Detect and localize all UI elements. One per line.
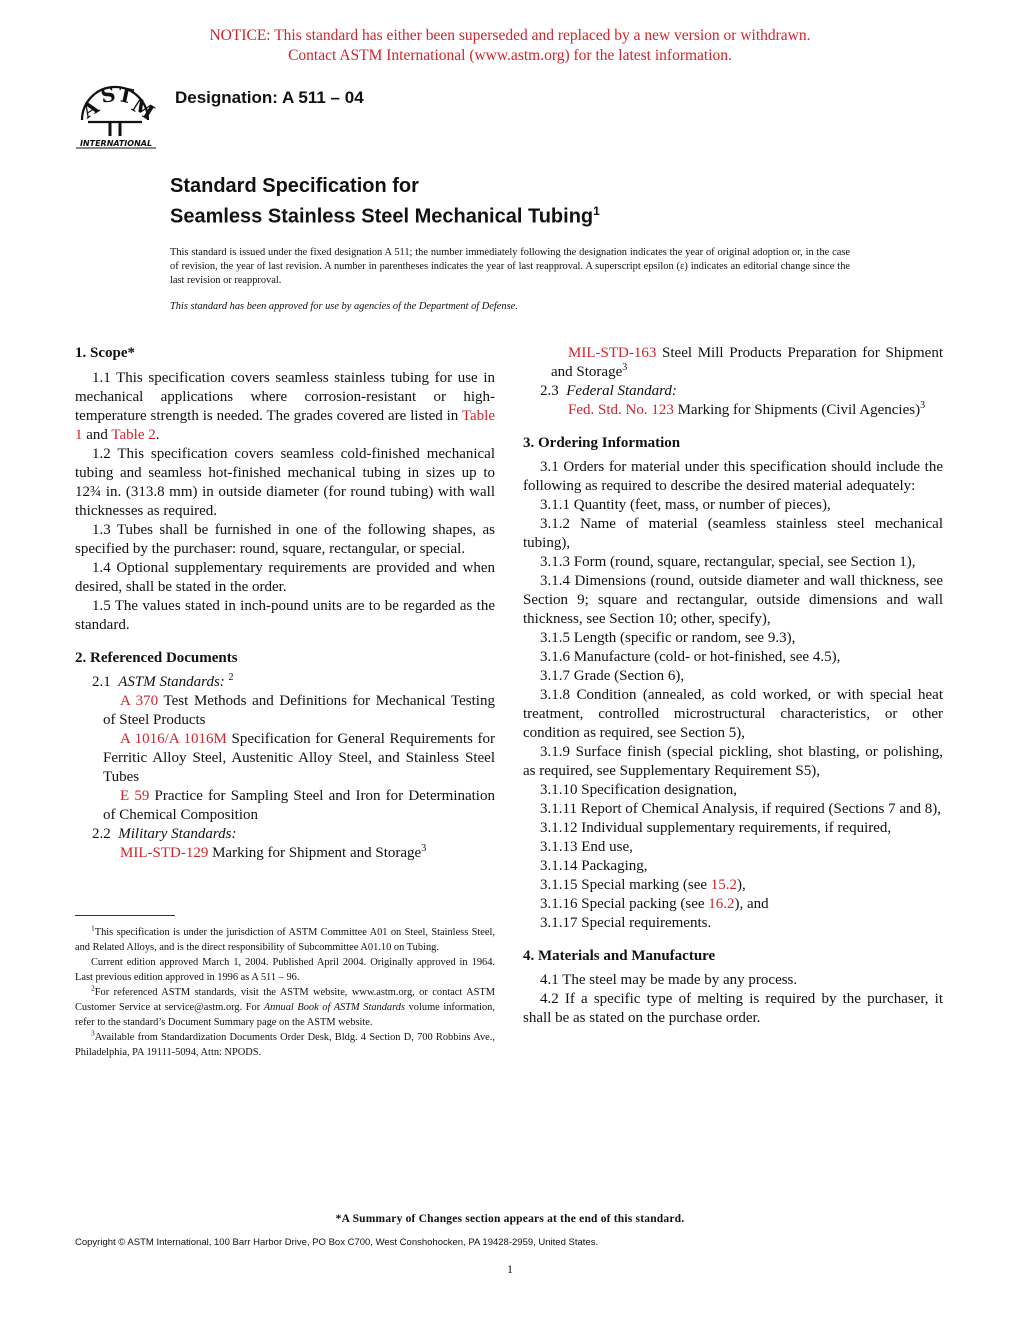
ref-mil-std-129: MIL-STD-129 Marking for Shipment and Storage$^3$ [120,843,427,861]
defense-approval-note: This standard has been approved for use by agencies of the Department of Defense. [170,301,518,312]
item-3-1-14: 3.1.14 Packaging, [540,858,648,874]
item-3-1-6: 3.1.6 Manufacture (cold- or hot-finished, see 4.5), [540,649,841,665]
right-column [523,344,943,1028]
paragraph-1-4: 1.4 Optional supplementary requirements are provided and when desired, shall be stated in the order. [75,560,495,595]
item-3-1-16: 3.1.16 Special packing (see 16.2), and [540,896,769,912]
link-16-2[interactable]: 16.2 [708,896,735,912]
footnotes [75,925,495,1060]
paragraph-2-2: 2.2 Military Standards: [92,826,237,842]
item-3-1-10: 3.1.10 Specification designation, [540,782,738,798]
ref-a370: A 370 Test Methods and Definitions for Mechanical Testing of Steel Products [103,693,495,728]
item-3-1-13: 3.1.13 End use, [540,839,633,855]
paragraph-1-1: 1.1 This specification covers seamless stainless tubing for use in mechanical applications where corrosion-resistant or high-temperature strength is needed. The grades covered are listed in Table 1 and Table 2. [75,370,495,443]
link-table-2[interactable]: Table 2 [111,427,156,443]
ref-fed-std-123: Fed. Std. No. 123 Marking for Shipments (Civil Agencies)$^3$ [568,400,926,418]
link-e59[interactable]: E 59 [120,788,150,804]
link-a370[interactable]: A 370 [120,693,159,709]
link-mil-std-163[interactable]: MIL-STD-163 [568,345,657,361]
footnote-1-edition: Current edition approved March 1, 2004. Published April 2004. Originally approved in 1964. Last previous edition approved in 1996 as A 511 – 96. [75,957,495,983]
paragraph-3-1: 3.1 Orders for material under this specification should include the following as required to describe the desired material adequately: [523,459,943,494]
item-3-1-17: 3.1.17 Special requirements. [540,915,712,931]
svg-text:M: M [127,92,159,125]
item-3-1-7: 3.1.7 Grade (Section 6), [540,668,685,684]
item-3-1-11: 3.1.11 Report of Chemical Analysis, if required (Sections 7 and 8), [540,801,942,817]
paragraph-1-5: 1.5 The values stated in inch-pound units are to be regarded as the standard. [75,598,495,633]
section-heading-materials: 4. Materials and Manufacture [523,948,716,964]
ref-e59: E 59 Practice for Sampling Steel and Iron for Determination of Chemical Composition [103,788,495,823]
notice-line-1: NOTICE: This standard has either been superseded and replaced by a new version or withdrawn. [209,27,811,44]
withdrawal-notice [0,26,1020,66]
svg-text:A: A [77,94,104,124]
left-column [75,344,495,863]
issuance-note: This standard is issued under the fixed designation A 511; the number immediately following the designation indicates the year of original adoption or, in the case of revision, the year of last revision. A number in parentheses indicates the year of last reapproval. A superscript epsilon (ε) indicates an editorial change since the last revision or reapproval. [170,247,850,286]
title-line-1: Standard Specification for [170,175,419,197]
footnote-3: $^3$Available from Standardization Documents Order Desk, Bldg. 4 Section D, 700 Robbins Ave., Philadelphia, PA 19111-5094, Attn: NPODS. [75,1028,495,1058]
svg-text:S: S [98,81,118,108]
link-a1016[interactable]: A 1016/A 1016M [120,731,227,747]
astm-logo [68,76,162,150]
item-3-1-12: 3.1.12 Individual supplementary requirements, if required, [540,820,892,836]
paragraph-2-1: 2.1 ASTM Standards: $^2$ [92,672,234,690]
title-line-2: Seamless Stainless Steel Mechanical Tubing$^1$ [170,204,600,228]
notice-line-2: Contact ASTM International (www.astm.org) for the latest information. [288,47,732,64]
section-heading-scope: 1. Scope* [75,345,135,361]
link-15-2[interactable]: 15.2 [710,877,738,893]
paragraph-1-3: 1.3 Tubes shall be furnished in one of the following shapes, as specified by the purchaser: round, square, rectangular, or special. [75,522,495,557]
link-mil-std-129[interactable]: MIL-STD-129 [120,845,209,861]
footnote-1: $^1$This specification is under the jurisdiction of ASTM Committee A01 on Steel, Stainless Steel, and Related Alloys, and is the direct responsibility of Subcommittee A01.10 on Tubing. [75,923,495,953]
page-number: 1 [507,1262,513,1276]
item-3-1-1: 3.1.1 Quantity (feet, mass, or number of pieces), [540,497,831,513]
item-3-1-9: 3.1.9 Surface finish (special pickling, shot blasting, or polishing, as required, see Supplementary Requirement S5), [523,744,943,779]
ref-a1016: A 1016/A 1016M Specification for General Requirements for Ferritic Alloy Steel, Austenitic Alloy Steel, and Stainless Steel Tubes [103,731,495,785]
footnote-rule [75,915,175,916]
designation: Designation: A 511 – 04 [175,88,364,107]
paragraph-1-2: 1.2 This specification covers seamless cold-finished mechanical tubing and seamless hot-finished mechanical tubing in sizes up to 12¾ in. (313.8 mm) in outside diameter (for round tubing) with wall thicknesses as required. [75,446,495,519]
paragraph-4-1: 4.1 The steel may be made by any process. [540,972,798,988]
section-heading-referenced: 2. Referenced Documents [75,650,238,666]
item-3-1-4: 3.1.4 Dimensions (round, outside diameter and wall thickness, see Section 9; square and rectangular, outside dimensions and wall thickness, see Section 10; other, specify), [523,573,943,627]
link-fed-std-123[interactable]: Fed. Std. No. 123 [568,402,674,418]
paragraph-2-3: 2.3 Federal Standard: [540,383,677,399]
summary-of-changes-note: *A Summary of Changes section appears at the end of this standard. [335,1213,685,1225]
footnote-2: $^2$For referenced ASTM standards, visit the ASTM website, www.astm.org, or contact ASTM Customer Service at service@astm.org. For Annual Book of ASTM Standards volume information, refer to the standard’s Document Summary page on the ASTM website. [75,983,495,1028]
title-footnote-marker: 1 [593,204,600,218]
copyright: Copyright © ASTM International, 100 Barr Harbor Drive, PO Box C700, West Conshohocken, PA 19428-2959, United States. [75,1237,599,1248]
svg-text:T: T [115,82,136,109]
item-3-1-8: 3.1.8 Condition (annealed, as cold worked, or with special heat treatment, controlled microstructural characteristics, or other condition as required, see Section 5), [523,687,943,741]
paragraph-4-2: 4.2 If a specific type of melting is required by the purchaser, it shall be as stated on the purchase order. [523,991,943,1026]
document-title [170,174,600,230]
logo-subtext: INTERNATIONAL [79,139,153,148]
ref-mil-std-163: MIL-STD-163 Steel Mill Products Preparation for Shipment and Storage$^3$ [551,345,943,380]
item-3-1-5: 3.1.5 Length (specific or random, see 9.3), [540,630,796,646]
item-3-1-15: 3.1.15 Special marking (see 15.2), [540,877,746,893]
link-table-1[interactable]: Table 1 [75,408,495,443]
section-heading-ordering: 3. Ordering Information [523,435,681,451]
item-3-1-2: 3.1.2 Name of material (seamless stainless steel mechanical tubing), [523,516,943,551]
item-3-1-3: 3.1.3 Form (round, square, rectangular, special, see Section 1), [540,554,916,570]
